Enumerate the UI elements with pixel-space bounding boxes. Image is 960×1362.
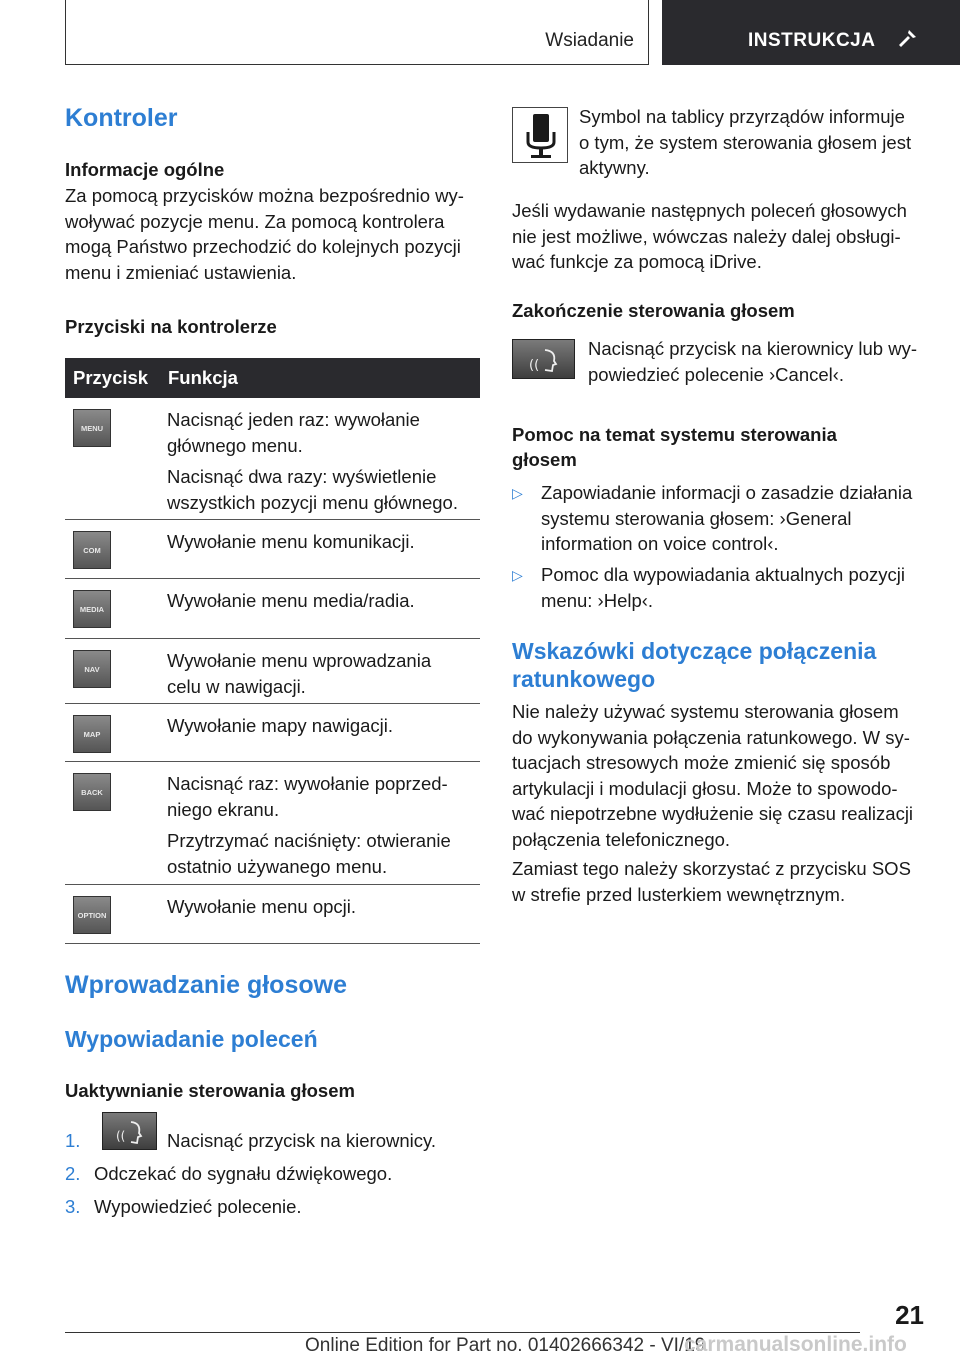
row-description: Wywołanie menu komunikacji. xyxy=(167,531,415,552)
table-header-button: Przycisk xyxy=(73,367,149,388)
watermark: carmanualsonline.info xyxy=(684,1333,907,1356)
step-text: Wypowiedzieć polecenie. xyxy=(94,1196,302,1217)
end-voice-control-text: Nacisnąć przycisk na kierownicy lub wy- powiedzieć polecenie ›Cancel‹. xyxy=(588,338,917,385)
list-item: ▷ Pomoc dla wypowiadania aktualnych pozycji menu: ›Help‹. xyxy=(512,564,906,611)
nav-button-icon: NAV xyxy=(73,650,111,688)
controller-buttons-table xyxy=(65,358,480,944)
row-description: Wywołanie menu opcji. xyxy=(167,896,357,917)
section-title-emergency-call: Wskazówki dotyczące połączenia ratunkowego xyxy=(512,638,877,692)
com-button-icon: COM xyxy=(73,531,111,569)
menu-button-icon: MENU xyxy=(73,409,111,447)
header-section-title: Wsiadanie xyxy=(545,30,634,51)
table-row xyxy=(65,579,480,639)
subtitle-activate-voice: Uaktywnianie sterowania głosem xyxy=(65,1080,355,1101)
table-row xyxy=(65,762,480,885)
table-row xyxy=(65,704,480,762)
step-text: Nacisnąć przycisk na kierownicy. xyxy=(167,1130,437,1151)
list-item: ▷ Zapowiadanie informacji o zasadzie działania systemu sterowania głosem: ›General information on voice control‹. xyxy=(512,482,913,554)
section-title-voice-input: Wprowadzanie głosowe xyxy=(65,971,347,999)
map-button-icon: MAP xyxy=(73,715,111,753)
idrive-fallback-text: Jeśli wydawanie następnych poleceń głosowych nie jest możliwe, wówczas należy dalej obsługi- wać funkcje za pomocą iDrive. xyxy=(512,200,907,272)
header-section-box xyxy=(65,0,649,65)
step-text: Odczekać do sygnału dźwiękowego. xyxy=(94,1163,393,1184)
step-number: 3. xyxy=(65,1196,81,1217)
row-description: Nacisnąć jeden raz: wywołanie głównego menu. Nacisnąć dwa razy: wyświetlenie wszystkich pozycji menu głównego. xyxy=(167,409,458,513)
header-chapter-box xyxy=(662,0,960,65)
emergency-call-text: Nie należy używać systemu sterowania głosem do wykonywania połączenia ratunkowego. W sy- tuacjach stresowych może zmienić się sposób artykulacji i modulacji głosu. Może to spowodo- wać niepotrzebne wydłużenie się czasu realizacji połączenia telefonicznego. xyxy=(512,701,914,850)
table-header-function: Funkcja xyxy=(168,367,238,388)
voice-icon xyxy=(103,1113,158,1151)
svg-text:((: (( xyxy=(529,358,540,373)
microphone-icon xyxy=(513,108,569,164)
table-row xyxy=(65,520,480,579)
subtitle-end-voice-control: Zakończenie sterowania głosem xyxy=(512,300,795,321)
subtitle-voice-help: Pomoc na temat systemu sterowania głosem xyxy=(512,424,837,470)
table-row xyxy=(65,639,480,704)
row-description: Nacisnąć raz: wywołanie poprzed- niego ekranu. Przytrzymać naciśnięty: otwieranie ostatnio używanego menu. xyxy=(167,773,451,877)
header-chapter-title: INSTRUKCJA xyxy=(748,30,876,51)
svg-text:((: (( xyxy=(116,1129,126,1143)
section-title-controller: Kontroler xyxy=(65,104,178,132)
table-row xyxy=(65,885,480,944)
general-info-text: Za pomocą przycisków można bezpośrednio wy- woływać pozycje menu. Za pomocą kontrolera mogą Państwo przechodzić do kolejnych pozycji menu i zmieniać ustawienia. xyxy=(65,185,464,283)
row-description: Wywołanie menu wprowadzania celu w nawigacji. xyxy=(167,650,432,697)
table-row xyxy=(65,398,480,520)
microphone-indicator-icon xyxy=(512,107,568,163)
subtitle-controller-buttons: Przyciski na kontrolerze xyxy=(65,316,277,337)
page-number: 21 xyxy=(895,1300,924,1330)
media-button-icon: MEDIA xyxy=(73,590,111,628)
step-number: 2. xyxy=(65,1163,81,1184)
wrench-icon xyxy=(896,28,918,50)
indicator-symbol-text: Symbol na tablicy przyrządów informuje o tym, że system sterowania głosem jest aktywny. xyxy=(579,106,912,178)
bullet-triangle-icon: ▷ xyxy=(512,567,523,583)
steering-voice-button-icon xyxy=(102,1112,157,1150)
subtitle-speaking-commands: Wypowiadanie poleceń xyxy=(65,1026,318,1052)
steering-voice-button-icon xyxy=(512,339,575,379)
table-header xyxy=(65,358,480,398)
voice-icon xyxy=(513,340,576,380)
step-number: 1. xyxy=(65,1130,81,1151)
subtitle-general-info: Informacje ogólne xyxy=(65,159,225,180)
footer-edition-text: Online Edition for Part no. 01402666342 - VI/19 xyxy=(305,1335,706,1356)
option-button-icon: OPTION xyxy=(73,896,111,934)
sos-button-text: Zamiast tego należy skorzystać z przycisku SOS w strefie przed lusterkiem wewnętrznym. xyxy=(512,858,911,905)
bullet-triangle-icon: ▷ xyxy=(512,485,523,501)
row-description: Wywołanie mapy nawigacji. xyxy=(167,715,394,736)
row-description: Wywołanie menu media/radia. xyxy=(167,590,415,611)
back-button-icon: BACK xyxy=(73,773,111,811)
